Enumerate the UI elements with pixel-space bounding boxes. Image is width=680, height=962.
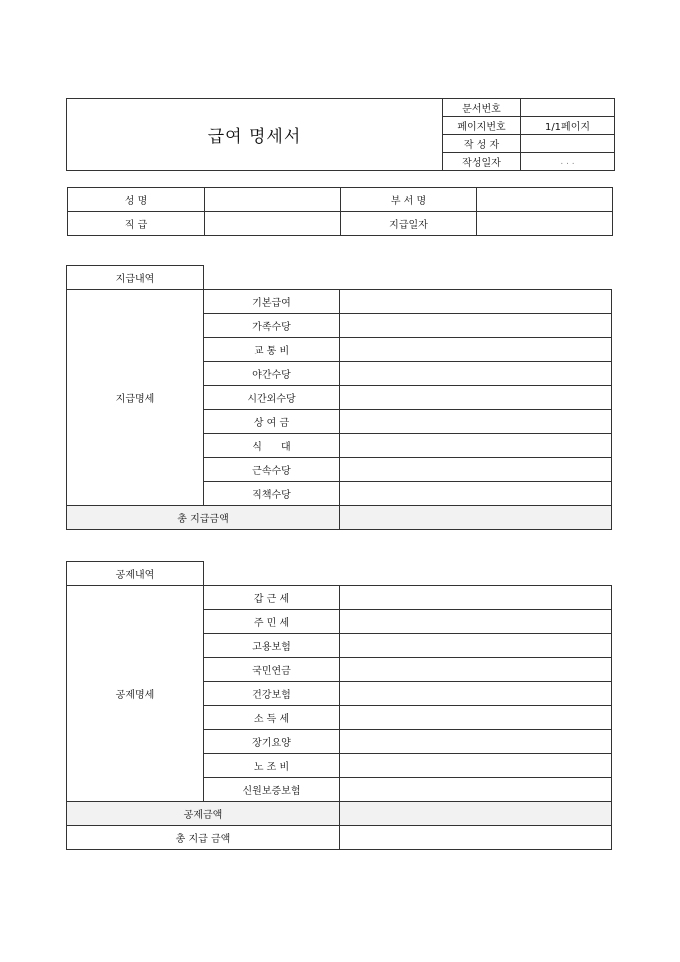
pay-item-label: 직책수당 [204, 482, 340, 506]
employee-info-table [67, 187, 613, 236]
author-label: 작 성 자 [443, 135, 521, 153]
deduction-item-value[interactable] [340, 682, 612, 706]
deduction-item-label: 건강보험 [204, 682, 340, 706]
author-value[interactable] [521, 135, 615, 153]
deduction-item-value[interactable] [340, 730, 612, 754]
pay-item-value[interactable] [340, 362, 612, 386]
page-number-value: 1/1페이지 [521, 117, 615, 135]
pay-item-value[interactable] [340, 338, 612, 362]
pay-item-value[interactable] [340, 434, 612, 458]
deduction-item-label: 국민연금 [204, 658, 340, 682]
payment-table [66, 265, 612, 530]
pay-total-value[interactable] [340, 506, 612, 530]
pay-item-label: 교 통 비 [204, 338, 340, 362]
pay-section-label: 지급내역 [67, 266, 204, 290]
pay-total-label: 총 지급금액 [67, 506, 340, 530]
document-header [66, 98, 615, 171]
pay-item-label: 상 여 금 [204, 410, 340, 434]
pay-item-value[interactable] [340, 482, 612, 506]
pay-item-label: 식 대 [204, 434, 340, 458]
pay-item-value[interactable] [340, 458, 612, 482]
deduction-item-value[interactable] [340, 754, 612, 778]
grade-value[interactable] [205, 212, 341, 236]
deduction-item-label: 장기요양 [204, 730, 340, 754]
deduction-item-value[interactable] [340, 778, 612, 802]
pay-item-value[interactable] [340, 386, 612, 410]
pay-date-value[interactable] [477, 212, 613, 236]
document-title: 급여 명세서 [67, 99, 443, 171]
pay-item-value[interactable] [340, 410, 612, 434]
net-total-value[interactable] [340, 826, 612, 850]
deduction-amount-label: 공제금액 [67, 802, 340, 826]
page-number-label: 페이지번호 [443, 117, 521, 135]
pay-item-value[interactable] [340, 290, 612, 314]
deduction-item-value[interactable] [340, 610, 612, 634]
doc-number-label: 문서번호 [443, 99, 521, 117]
name-value[interactable] [205, 188, 341, 212]
deduction-item-value[interactable] [340, 634, 612, 658]
deduction-item-label: 고용보험 [204, 634, 340, 658]
department-label: 부 서 명 [341, 188, 477, 212]
deduction-group-label: 공제명세 [67, 586, 204, 802]
deduction-item-value[interactable] [340, 706, 612, 730]
pay-item-label: 가족수당 [204, 314, 340, 338]
deduction-item-value[interactable] [340, 586, 612, 610]
pay-item-label: 기본급여 [204, 290, 340, 314]
deduction-table [66, 561, 612, 850]
pay-item-label: 시간외수당 [204, 386, 340, 410]
pay-item-label: 근속수당 [204, 458, 340, 482]
pay-group-label: 지급명세 [67, 290, 204, 506]
deduction-item-label: 노 조 비 [204, 754, 340, 778]
pay-item-label: 야간수당 [204, 362, 340, 386]
deduction-item-label: 소 득 세 [204, 706, 340, 730]
written-date-label: 작성일자 [443, 153, 521, 171]
deduction-item-value[interactable] [340, 658, 612, 682]
deduction-item-label: 주 민 세 [204, 610, 340, 634]
deduction-item-label: 신원보증보험 [204, 778, 340, 802]
pay-date-label: 지급일자 [341, 212, 477, 236]
doc-number-value[interactable] [521, 99, 615, 117]
deduction-section-label: 공제내역 [67, 562, 204, 586]
deduction-item-label: 갑 근 세 [204, 586, 340, 610]
name-label: 성 명 [68, 188, 205, 212]
grade-label: 직 급 [68, 212, 205, 236]
deduction-amount-value[interactable] [340, 802, 612, 826]
pay-item-value[interactable] [340, 314, 612, 338]
net-total-label: 총 지급 금액 [67, 826, 340, 850]
written-date-value[interactable]: . . . [521, 153, 615, 171]
department-value[interactable] [477, 188, 613, 212]
